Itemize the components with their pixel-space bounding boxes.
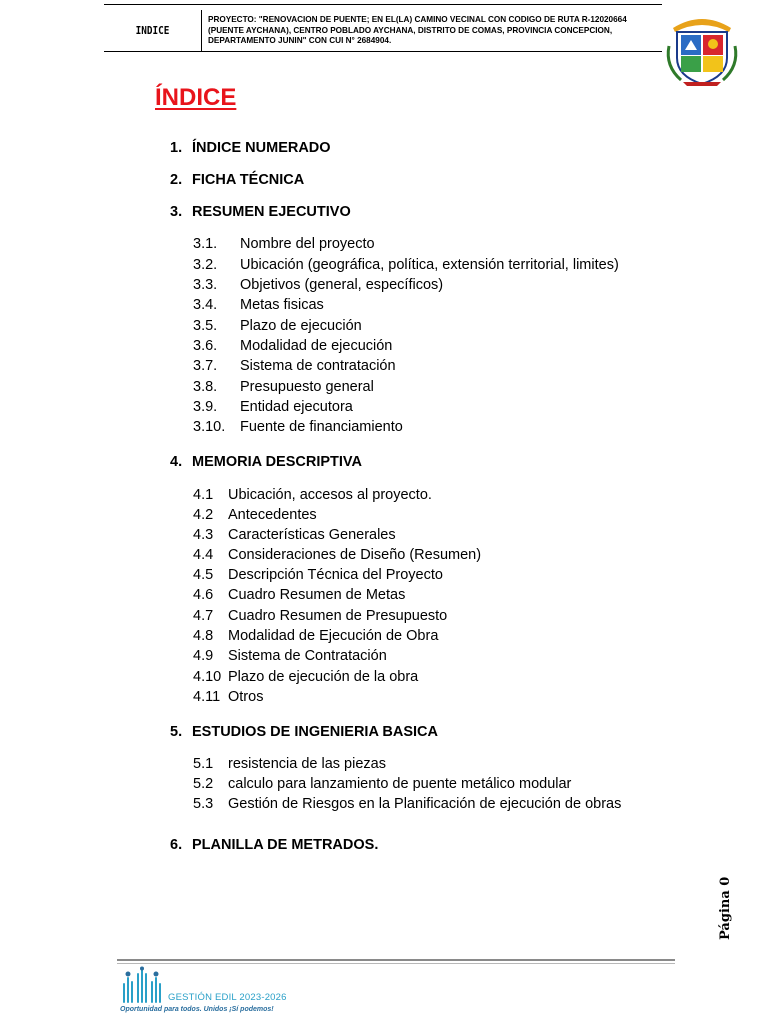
header-bottom-rule bbox=[104, 51, 662, 52]
footer-rule bbox=[117, 959, 675, 961]
item-label: Plazo de ejecución bbox=[240, 318, 362, 334]
item-label: Nombre del proyecto bbox=[240, 236, 375, 252]
item-label: resistencia de las piezas bbox=[228, 756, 386, 772]
item-number: 3.4. bbox=[193, 297, 218, 313]
item-label: Ubicación, accesos al proyecto. bbox=[228, 487, 432, 503]
header-divider bbox=[201, 10, 202, 52]
item-label: Entidad ejecutora bbox=[240, 399, 353, 415]
item-label: Fuente de financiamiento bbox=[240, 419, 403, 435]
item-label: Plazo de ejecución de la obra bbox=[228, 669, 419, 685]
item-number: 4.8 bbox=[193, 628, 214, 644]
section-heading-2 bbox=[170, 172, 304, 188]
footer-gestion-text: GESTIÓN EDIL 2023-2026 bbox=[168, 992, 287, 1003]
section-label: MEMORIA DESCRIPTIVA bbox=[192, 454, 362, 470]
item-number: 3.9. bbox=[193, 399, 218, 415]
item-number: 5.1 bbox=[193, 756, 214, 772]
document-header bbox=[104, 4, 662, 52]
header-project-text: PROYECTO: "RENOVACION DE PUENTE; EN EL(LA) CAMINO VECINAL CON CODIGO DE RUTA R-12020664 (PUENTE AYCHANA), CENTRO POBLADO AYCHANA, DISTRITO DE COMAS, PROVINCIA CONCEPCION, DEPARTAMENTO JUNIN" CON CUI N° 2684904. bbox=[208, 15, 627, 45]
section-number: 6. bbox=[170, 837, 183, 853]
page-number: Página 0 bbox=[718, 876, 733, 940]
section-number: 2. bbox=[170, 172, 183, 188]
item-label: Sistema de Contratación bbox=[228, 648, 387, 664]
item-number: 3.7. bbox=[193, 358, 218, 374]
item-label: Objetivos (general, específicos) bbox=[240, 277, 444, 293]
item-label: Consideraciones de Diseño (Resumen) bbox=[228, 547, 482, 563]
item-number: 4.10 bbox=[193, 669, 222, 685]
section-number: 5. bbox=[170, 724, 183, 740]
section-heading-5 bbox=[170, 724, 438, 740]
item-label: calculo para lanzamiento de puente metálico modular bbox=[228, 776, 572, 792]
section-heading-1 bbox=[170, 140, 331, 156]
section-label: ESTUDIOS DE INGENIERIA BASICA bbox=[192, 724, 438, 740]
item-number: 3.1. bbox=[193, 236, 218, 252]
municipal-crest-icon bbox=[663, 6, 741, 88]
item-number: 5.3 bbox=[193, 796, 214, 812]
item-number: 4.6 bbox=[193, 587, 214, 603]
item-number: 4.2 bbox=[193, 507, 214, 523]
item-number: 3.6. bbox=[193, 338, 218, 354]
item-label: Descripción Técnica del Proyecto bbox=[228, 567, 443, 583]
item-number: 4.3 bbox=[193, 527, 214, 543]
item-label: Metas fisicas bbox=[240, 297, 324, 313]
section-label: PLANILLA DE METRADOS. bbox=[192, 837, 379, 853]
footer-slogan: Oportunidad para todos. Unidos ¡Sí podemos! bbox=[120, 1006, 274, 1013]
item-label: Modalidad de Ejecución de Obra bbox=[228, 628, 439, 644]
section-heading-3 bbox=[170, 204, 351, 220]
section-label: ÍNDICE NUMERADO bbox=[192, 140, 331, 156]
item-number: 5.2 bbox=[193, 776, 214, 792]
item-number: 3.10. bbox=[193, 419, 226, 435]
item-number: 3.8. bbox=[193, 379, 218, 395]
item-number: 4.9 bbox=[193, 648, 214, 664]
item-label: Presupuesto general bbox=[240, 379, 374, 395]
section-heading-6 bbox=[170, 837, 378, 853]
header-top-rule bbox=[104, 4, 662, 5]
item-label: Ubicación (geográfica, política, extensión territorial, limites) bbox=[240, 257, 619, 273]
header-label: INDICE bbox=[135, 24, 170, 37]
item-number: 3.3. bbox=[193, 277, 218, 293]
section-heading-4 bbox=[170, 454, 362, 470]
section-label: RESUMEN EJECUTIVO bbox=[192, 204, 351, 220]
section-number: 1. bbox=[170, 140, 183, 156]
item-number: 4.11 bbox=[193, 689, 221, 705]
footer-rule-thin bbox=[117, 963, 675, 964]
item-number: 4.4 bbox=[193, 547, 214, 563]
item-label: Cuadro Resumen de Metas bbox=[228, 587, 406, 603]
item-number: 3.5. bbox=[193, 318, 218, 334]
item-number: 4.1 bbox=[193, 487, 214, 503]
raised-hands-logo-icon bbox=[118, 966, 166, 1006]
item-number: 3.2. bbox=[193, 257, 218, 273]
section-number: 4. bbox=[170, 454, 183, 470]
section-number: 3. bbox=[170, 204, 183, 220]
item-label: Cuadro Resumen de Presupuesto bbox=[228, 608, 448, 624]
item-label: Modalidad de ejecución bbox=[240, 338, 393, 354]
item-label: Antecedentes bbox=[228, 507, 317, 523]
item-label: Características Generales bbox=[228, 527, 396, 543]
item-label: Otros bbox=[228, 689, 264, 705]
item-label: Gestión de Riesgos en la Planificación de ejecución de obras bbox=[228, 796, 622, 812]
item-label: Sistema de contratación bbox=[240, 358, 396, 374]
section-label: FICHA TÉCNICA bbox=[192, 172, 305, 188]
item-number: 4.5 bbox=[193, 567, 214, 583]
item-number: 4.7 bbox=[193, 608, 214, 624]
page-title: ÍNDICE bbox=[155, 84, 237, 111]
